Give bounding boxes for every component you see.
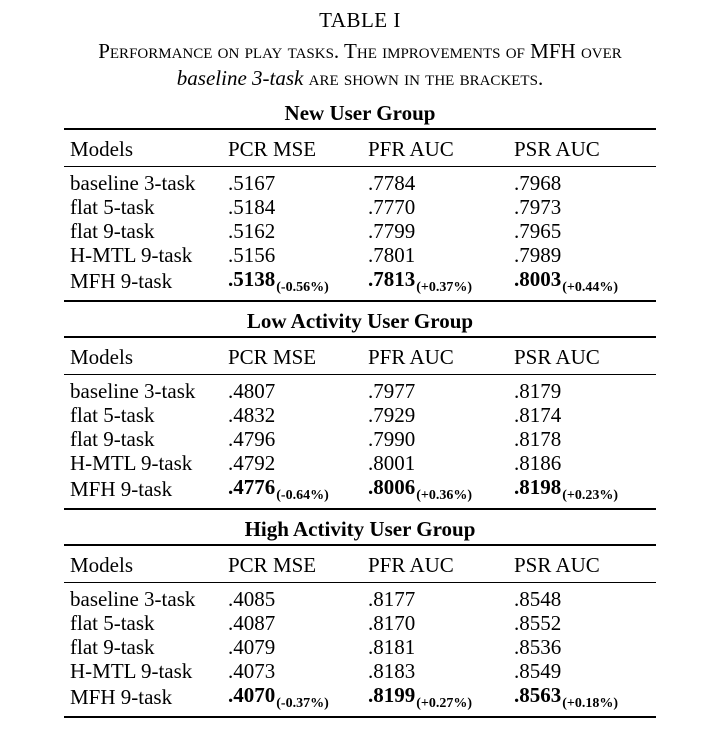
psr-value: .7965 (514, 219, 562, 243)
table-row (64, 635, 656, 659)
group-title: New User Group (284, 101, 436, 125)
header-row (64, 129, 656, 167)
pcr-value: .5156 (228, 243, 276, 267)
header-row (64, 337, 656, 375)
pfr-value: .8006 (368, 475, 416, 499)
group-title: High Activity User Group (244, 517, 476, 541)
pfr-cell (362, 403, 508, 427)
pcr-cell (222, 635, 362, 659)
table-row (64, 611, 656, 635)
column-header: PCR MSE (222, 337, 362, 375)
table-row (64, 475, 656, 509)
pfr-cell (362, 195, 508, 219)
table-row (64, 219, 656, 243)
pfr-value: .7799 (368, 219, 416, 243)
model-name: baseline 3-task (70, 171, 196, 195)
pcr-value: .4796 (228, 427, 276, 451)
pfr-value: .8183 (368, 659, 416, 683)
pcr-value: .5138 (228, 267, 276, 291)
model-name: flat 5-task (70, 195, 155, 219)
model-name: flat 5-task (70, 403, 155, 427)
group-title: Low Activity User Group (246, 309, 474, 333)
psr-value: .8186 (514, 451, 562, 475)
table-row (64, 451, 656, 475)
psr-improvement: (+0.44%) (562, 280, 619, 295)
psr-value: .8552 (514, 611, 562, 635)
pcr-cell (222, 195, 362, 219)
table-row (64, 427, 656, 451)
caption-italic: baseline 3-task (176, 66, 304, 90)
column-header: PCR MSE (222, 129, 362, 167)
pfr-cell (362, 635, 508, 659)
psr-value: .8548 (514, 587, 562, 611)
model-name: baseline 3-task (70, 587, 196, 611)
psr-cell (508, 243, 656, 267)
pfr-value: .7977 (368, 379, 416, 403)
pcr-cell (222, 611, 362, 635)
pfr-cell (362, 427, 508, 451)
model-name: MFH 9-task (70, 685, 173, 709)
column-header: PFR AUC (362, 545, 508, 583)
pfr-cell (362, 267, 508, 301)
column-header: PFR AUC (362, 129, 508, 167)
pcr-cell (222, 475, 362, 509)
psr-value: .7968 (514, 171, 562, 195)
table-row (64, 195, 656, 219)
model-name: flat 9-task (70, 219, 155, 243)
pcr-value: .4832 (228, 403, 276, 427)
model-name: H-MTL 9-task (70, 451, 193, 475)
pfr-cell (362, 451, 508, 475)
pcr-value: .4807 (228, 379, 276, 403)
model-name: H-MTL 9-task (70, 659, 193, 683)
psr-cell (508, 475, 656, 509)
psr-value: .8178 (514, 427, 562, 451)
psr-value: .7973 (514, 195, 562, 219)
table-row (64, 659, 656, 683)
pcr-cell (222, 243, 362, 267)
column-header: Models (64, 337, 222, 375)
psr-value: .8563 (514, 683, 562, 707)
pcr-cell (222, 375, 362, 404)
psr-cell (508, 167, 656, 196)
pfr-value: .7770 (368, 195, 416, 219)
psr-cell (508, 195, 656, 219)
column-header: Models (64, 129, 222, 167)
pfr-cell (362, 375, 508, 404)
header-row (64, 545, 656, 583)
pcr-improvement: (-0.64%) (276, 488, 329, 503)
pcr-cell (222, 219, 362, 243)
pfr-value: .8199 (368, 683, 416, 707)
pcr-cell (222, 167, 362, 196)
psr-cell (508, 611, 656, 635)
psr-value: .8179 (514, 379, 562, 403)
pcr-value: .5162 (228, 219, 276, 243)
table-row (64, 243, 656, 267)
pcr-cell (222, 583, 362, 612)
psr-cell (508, 635, 656, 659)
pcr-cell (222, 427, 362, 451)
pfr-value: .7784 (368, 171, 416, 195)
psr-cell (508, 451, 656, 475)
pfr-cell (362, 683, 508, 717)
results-table (64, 336, 656, 510)
table-row (64, 403, 656, 427)
caption-text-2: are shown in the brackets. (303, 66, 544, 90)
pcr-value: .4079 (228, 635, 276, 659)
pfr-cell (362, 611, 508, 635)
psr-value: .7989 (514, 243, 562, 267)
pfr-cell (362, 475, 508, 509)
pfr-cell (362, 243, 508, 267)
caption-abbrev: MFH (524, 39, 581, 63)
pcr-improvement: (-0.37%) (276, 696, 329, 711)
psr-cell (508, 583, 656, 612)
pfr-cell (362, 167, 508, 196)
psr-cell (508, 375, 656, 404)
pfr-cell (362, 219, 508, 243)
psr-cell (508, 219, 656, 243)
psr-value: .8549 (514, 659, 562, 683)
psr-cell (508, 683, 656, 717)
psr-value: .8003 (514, 267, 562, 291)
model-name: baseline 3-task (70, 379, 196, 403)
psr-value: .8198 (514, 475, 562, 499)
caption-text: Performance on play tasks. The improvements of (98, 39, 525, 63)
pcr-cell (222, 683, 362, 717)
pfr-value: .8177 (368, 587, 416, 611)
psr-cell (508, 403, 656, 427)
result-group (64, 514, 656, 718)
pfr-value: .7801 (368, 243, 416, 267)
column-header: Models (64, 545, 222, 583)
psr-improvement: (+0.18%) (562, 696, 619, 711)
pfr-value: .7813 (368, 267, 416, 291)
pcr-cell (222, 451, 362, 475)
model-name: flat 5-task (70, 611, 155, 635)
column-header: PSR AUC (508, 545, 656, 583)
pfr-improvement: (+0.37%) (416, 280, 473, 295)
caption-line-1 (0, 38, 720, 65)
column-header: PCR MSE (222, 545, 362, 583)
pfr-improvement: (+0.36%) (416, 488, 473, 503)
pcr-cell (222, 659, 362, 683)
pcr-cell (222, 403, 362, 427)
table-row (64, 167, 656, 196)
table-row (64, 267, 656, 301)
table-row (64, 583, 656, 612)
column-header: PSR AUC (508, 337, 656, 375)
table-row (64, 683, 656, 717)
psr-cell (508, 659, 656, 683)
results-tables (64, 98, 656, 718)
pcr-value: .4073 (228, 659, 276, 683)
psr-improvement: (+0.23%) (562, 488, 619, 503)
result-group (64, 98, 656, 302)
pcr-value: .5184 (228, 195, 276, 219)
column-header: PSR AUC (508, 129, 656, 167)
model-name: MFH 9-task (70, 477, 173, 501)
results-table (64, 128, 656, 302)
psr-value: .8536 (514, 635, 562, 659)
column-header: PFR AUC (362, 337, 508, 375)
pfr-improvement: (+0.27%) (416, 696, 473, 711)
pfr-cell (362, 659, 508, 683)
model-name: MFH 9-task (70, 269, 173, 293)
table-caption (0, 38, 720, 92)
pfr-value: .8181 (368, 635, 416, 659)
psr-cell (508, 267, 656, 301)
psr-value: .8174 (514, 403, 562, 427)
results-table (64, 544, 656, 718)
caption-line-2 (0, 65, 720, 92)
pfr-value: .7929 (368, 403, 416, 427)
pcr-improvement: (-0.56%) (276, 280, 329, 295)
caption-text-end: over (580, 39, 622, 63)
pcr-value: .4070 (228, 683, 276, 707)
model-name: flat 9-task (70, 427, 155, 451)
pcr-value: .4087 (228, 611, 276, 635)
model-name: H-MTL 9-task (70, 243, 193, 267)
pfr-cell (362, 583, 508, 612)
pcr-cell (222, 267, 362, 301)
model-name: flat 9-task (70, 635, 155, 659)
table-row (64, 375, 656, 404)
psr-cell (508, 427, 656, 451)
pfr-value: .7990 (368, 427, 416, 451)
table-label: TABLE I (319, 8, 401, 32)
pfr-value: .8170 (368, 611, 416, 635)
result-group (64, 306, 656, 510)
pcr-value: .5167 (228, 171, 276, 195)
pcr-value: .4085 (228, 587, 276, 611)
pcr-value: .4776 (228, 475, 276, 499)
pcr-value: .4792 (228, 451, 276, 475)
pfr-value: .8001 (368, 451, 416, 475)
